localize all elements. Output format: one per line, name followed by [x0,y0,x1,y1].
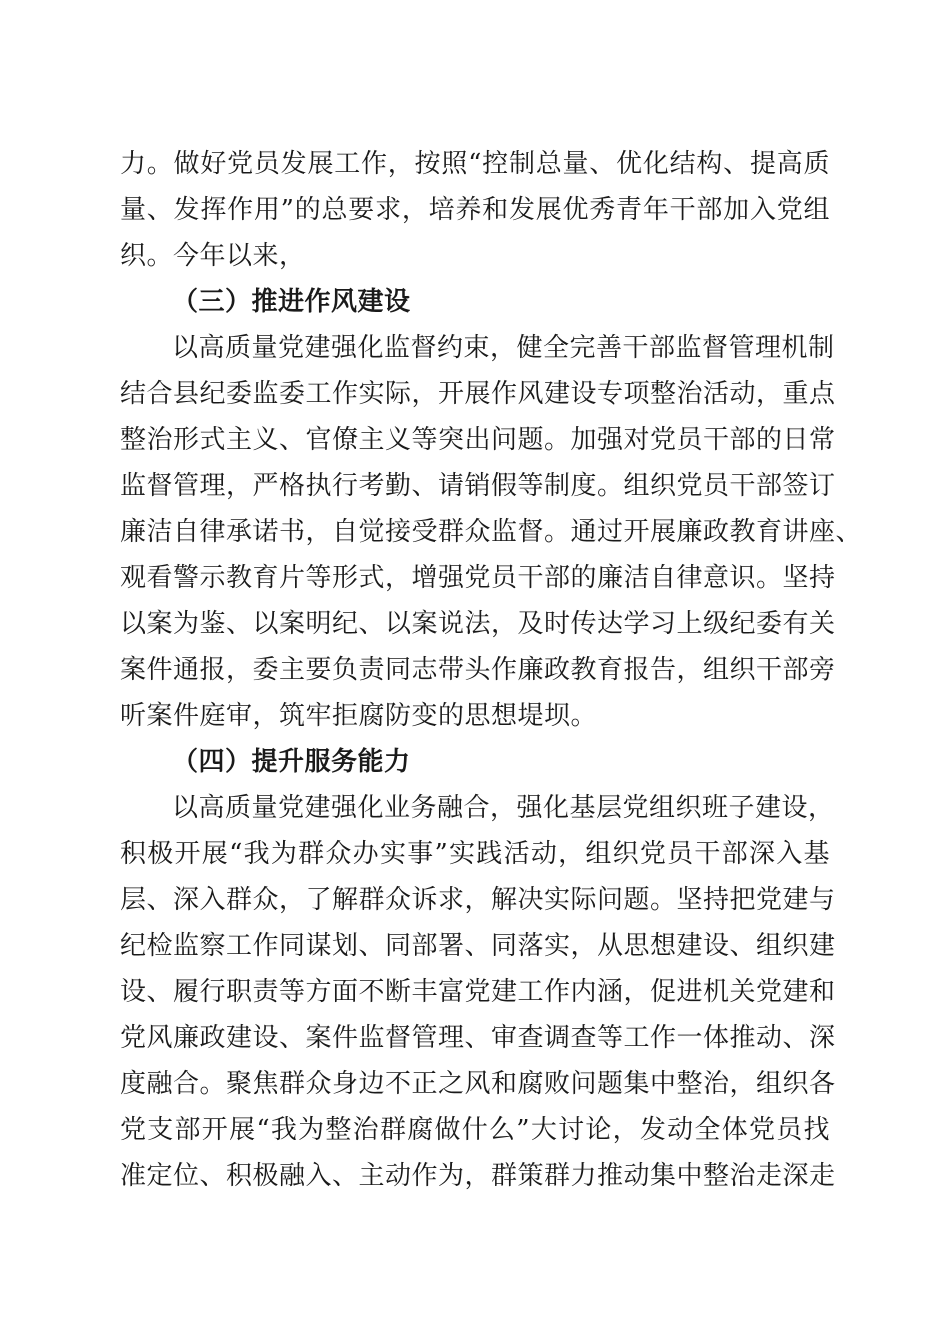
paragraph-line: 织。今年以来， [120,241,306,271]
paragraph-line: 设、履行职责等方面不断丰富党建工作内涵，促进机关党建和 [120,977,836,1007]
paragraph-line: 量、发挥作用”的总要求，培养和发展优秀青年干部加入党组 [120,195,830,225]
paragraph-line: 力。做好党员发展工作，按照“控制总量、优化结构、提高质 [120,149,830,179]
paragraph-line: 案件通报，委主要负责同志带头作廉政教育报告，组织干部旁 [120,655,836,685]
paragraph-line: 以高质量党建强化业务融合，强化基层党组织班子建设， [172,793,835,823]
paragraph-line: 积极开展“我为群众办实事”实践活动，组织党员干部深入基 [120,839,830,869]
section-heading-4: （四）提升服务能力 [172,747,411,777]
paragraph-line: 听案件庭审，筑牢拒腐防变的思想堤坝。 [120,701,598,731]
paragraph-line: 整治形式主义、官僚主义等突出问题。加强对党员干部的日常 [120,425,836,455]
paragraph-line: 观看警示教育片等形式，增强党员干部的廉洁自律意识。坚持 [120,563,836,593]
paragraph-line: 准定位、积极融入、主动作为，群策群力推动集中整治走深走 [120,1161,836,1191]
paragraph-line: 层、深入群众，了解群众诉求，解决实际问题。坚持把党建与 [120,885,836,915]
paragraph-line: 纪检监察工作同谋划、同部署、同落实，从思想建设、组织建 [120,931,836,961]
paragraph-line: 以案为鉴、以案明纪、以案说法，及时传达学习上级纪委有关 [120,609,836,639]
paragraph-line: 结合县纪委监委工作实际，开展作风建设专项整治活动，重点 [120,379,836,409]
paragraph-line: 监督管理，严格执行考勤、请销假等制度。组织党员干部签订 [120,471,836,501]
paragraph-line: 党支部开展“我为整治群腐做什么”大讨论，发动全体党员找 [120,1115,830,1145]
paragraph-line: 党风廉政建设、案件监督管理、审查调查等工作一体推动、深 [120,1023,836,1053]
paragraph-line: 廉洁自律承诺书，自觉接受群众监督。通过开展廉政教育讲座、 [120,517,863,547]
paragraph-line: 以高质量党建强化监督约束，健全完善干部监督管理机制 [172,333,835,363]
paragraph-line: 度融合。聚焦群众身边不正之风和腐败问题集中整治，组织各 [120,1069,836,1099]
section-heading-3: （三）推进作风建设 [172,287,411,317]
